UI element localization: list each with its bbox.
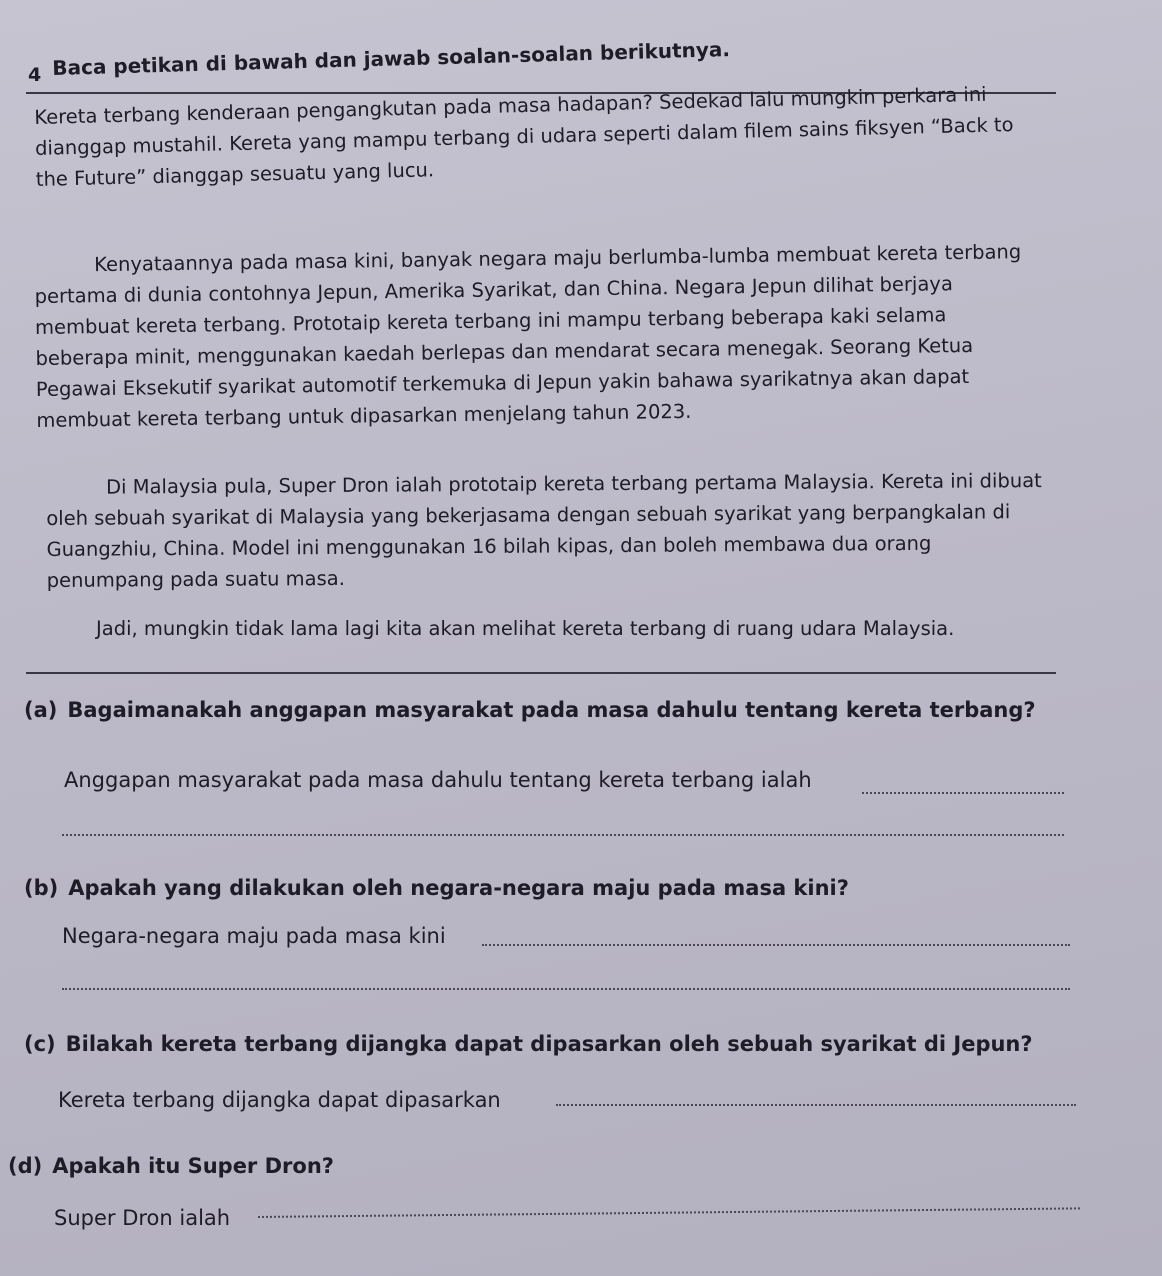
question-number: 4 xyxy=(28,64,42,86)
question-c-label: (c) xyxy=(24,1032,56,1056)
passage-paragraph-2 xyxy=(34,236,1036,436)
question-b-text: Apakah yang dilakukan oleh negara-negara maju pada masa kini? xyxy=(68,876,849,900)
question-a-text: Bagaimanakah anggapan masyarakat pada masa dahulu tentang kereta terbang? xyxy=(67,698,1036,722)
question-d xyxy=(8,1154,334,1178)
answer-d-line-1[interactable] xyxy=(258,1207,1080,1218)
passage-paragraph-3 xyxy=(46,465,1047,596)
answer-c-line-1[interactable] xyxy=(556,1104,1076,1106)
question-c-text: Bilakah kereta terbang dijangka dapat dipasarkan oleh sebuah syarikat di Jepun? xyxy=(65,1032,1033,1056)
question-d-label: (d) xyxy=(8,1154,43,1178)
question-c xyxy=(24,1032,1033,1056)
answer-c-stem: Kereta terbang dijangka dapat dipasarkan xyxy=(58,1088,501,1112)
answer-d-stem: Super Dron ialah xyxy=(54,1206,231,1230)
answer-a-line-2[interactable] xyxy=(62,834,1064,836)
passage-paragraph-1: Kereta terbang kenderaan pengangkutan pada masa hadapan? Sedekad lalu mungkin perkara ini dianggap mustahil. Kereta yang mampu terbang di udara seperti dalam filem sains fiksyen “Back to the Future” dianggap sesuatu yang lucu. xyxy=(34,82,1014,191)
instruction-text: Baca petikan di bawah dan jawab soalan-soalan berikutnya. xyxy=(52,37,731,80)
answer-b-line-2[interactable] xyxy=(62,988,1070,990)
answer-b-line-1[interactable] xyxy=(482,944,1070,946)
answer-a-stem: Anggapan masyarakat pada masa dahulu tentang kereta terbang ialah xyxy=(64,768,812,792)
question-a-label: (a) xyxy=(24,698,58,722)
question-b xyxy=(24,876,849,900)
question-d-text: Apakah itu Super Dron? xyxy=(52,1154,334,1178)
passage-paragraph-2-text: Kenyataannya pada masa kini, banyak negara maju berlumba-lumba membuat kereta terbang pertama di dunia contohnya Jepun, Amerika Syarikat, dan China. Negara Jepun dilihat berjaya membuat kereta terbang. Prototaip kereta terbang ini mampu terbang beberapa kaki selama beberapa minit, menggunakan kaedah berlepas dan mendarat secara menegak. Seorang Ketua Pegawai Eksekutif syarikat automotif terkemuka di Jepun yakin bahawa syarikatnya akan dapat membuat kereta terbang untuk dipasarkan menjelang tahun 2023. xyxy=(34,240,1022,432)
question-a xyxy=(24,698,1036,722)
question-b-label: (b) xyxy=(24,876,59,900)
passage-paragraph-4: Jadi, mungkin tidak lama lagi kita akan melihat kereta terbang di ruang udara Malaysia. xyxy=(96,617,955,640)
passage-paragraph-3-text: Di Malaysia pula, Super Dron ialah prototaip kereta terbang pertama Malaysia. Kereta ini dibuat oleh sebuah syarikat di Malaysia yang bekerjasama dengan sebuah syarikat yang berpangkalan di Guangzhiu, China. Model ini menggunakan 16 bilah kipas, dan boleh membawa dua orang penumpang pada suatu masa. xyxy=(46,469,1042,592)
answer-b-stem: Negara-negara maju pada masa kini xyxy=(62,924,446,948)
answer-a-line-1[interactable] xyxy=(862,792,1064,794)
